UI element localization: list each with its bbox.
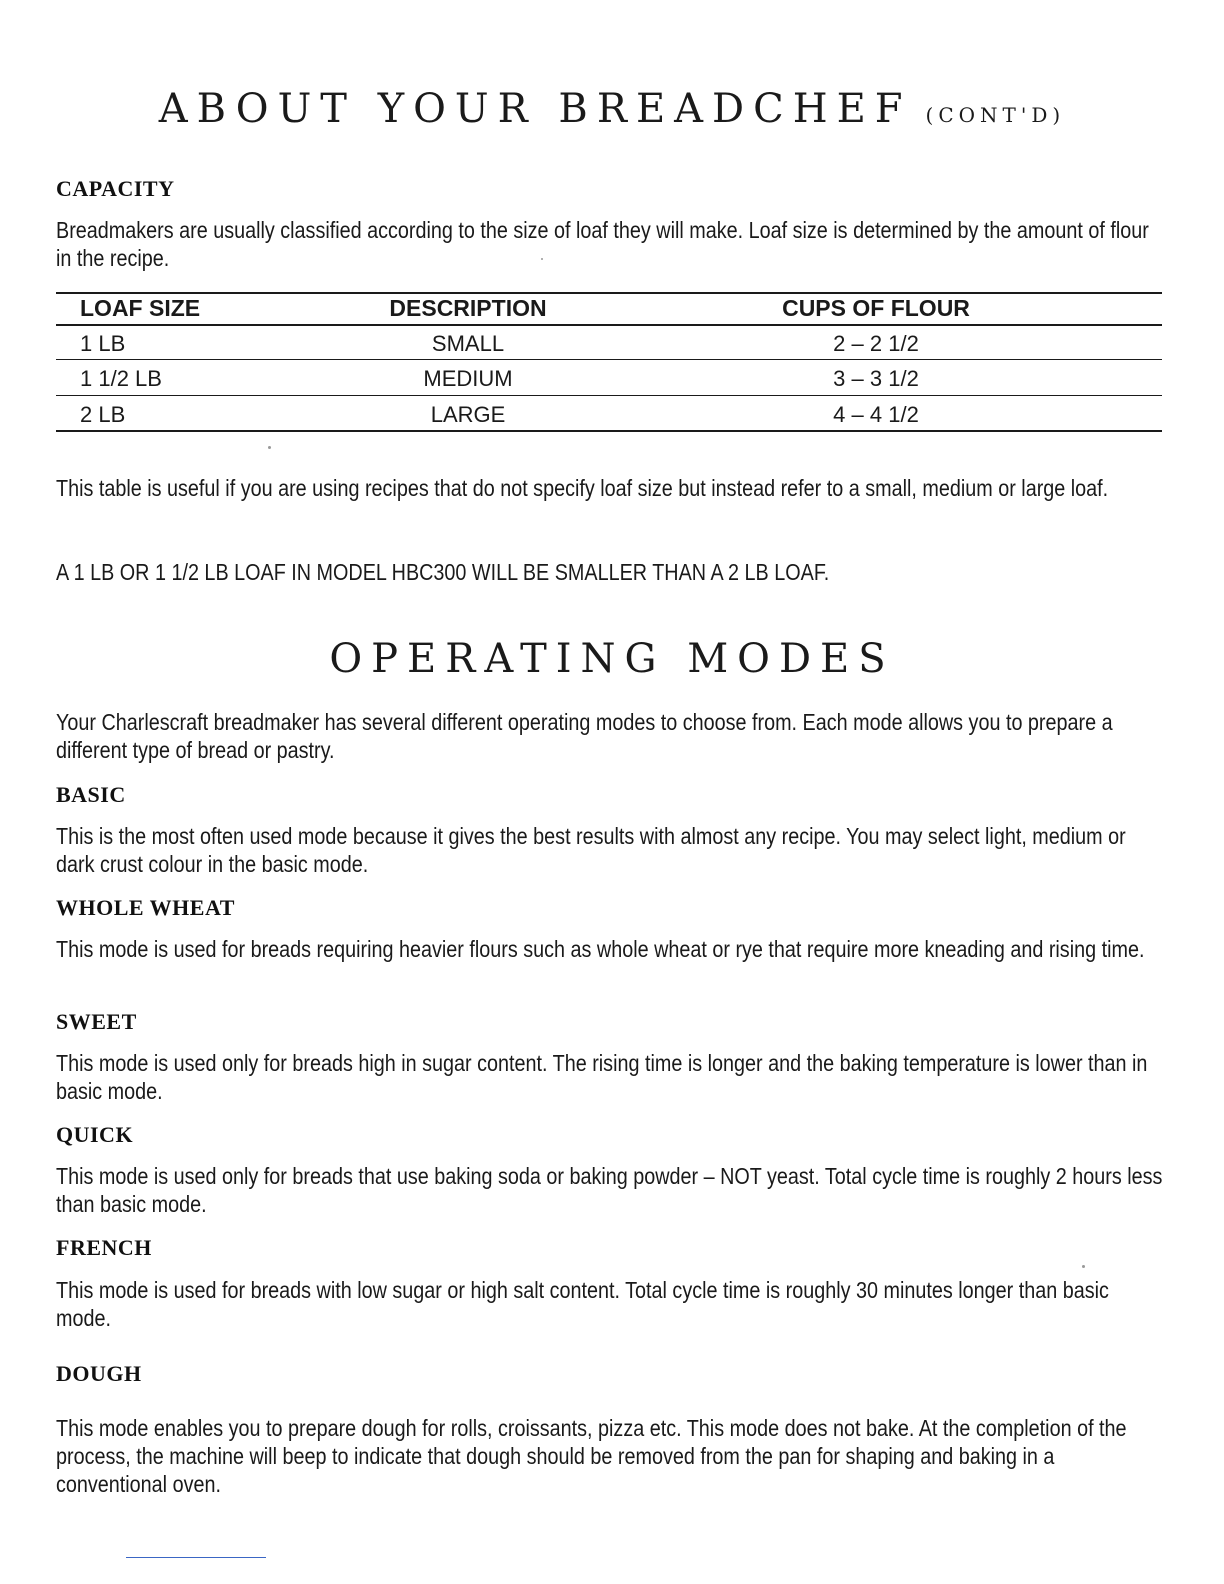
title-operating-modes: OPERATING MODES [329,636,895,682]
table-rule [56,395,1162,396]
table-cell: 2 – 2 1/2 [833,331,919,356]
table-rule-top [56,292,1162,294]
table-header-description: DESCRIPTION [389,295,547,321]
table-note: This table is useful if you are using recipes that do not specify loaf size but instead refer to a small, medium or large loaf. [56,475,1109,501]
mode-text-basic: This is the most often used mode because it gives the best results with almost any recipe. You may select light, medium or dark crust colour in the basic mode. [56,823,1126,877]
mode-heading-whole-wheat: WHOLE WHEAT [56,895,235,920]
mode-heading-basic: BASIC [56,782,126,807]
scan-speck [541,258,543,260]
table-cell: 1 LB [80,331,126,356]
capacity-heading: CAPACITY [56,176,175,201]
table-header-cups: CUPS OF FLOUR [782,295,970,321]
modes-intro: Your Charlescraft breadmaker has several different operating modes to choose from. Each mode allows you to prepare a different type of bread or pastry. [56,709,1113,763]
table-rule-header [56,324,1162,326]
table-rule [56,359,1162,360]
model-note: A 1 LB OR 1 1/2 LB LOAF IN MODEL HBC300 WILL BE SMALLER THAN A 2 LB LOAF. [56,559,830,585]
mode-heading-sweet: SWEET [56,1009,137,1034]
table-cell: SMALL [431,331,505,356]
footer-line [126,1557,266,1558]
mode-text-french: This mode is used for breads with low sugar or high salt content. Total cycle time is roughly 30 minutes longer than basic mode. [56,1277,1109,1331]
table-rule-bottom [56,430,1162,432]
table-cell: MEDIUM [423,366,513,391]
capacity-text: Breadmakers are usually classified according to the size of loaf they will make. Loaf size is determined by the amount of flour in the recipe. [56,217,1149,271]
table-cell: LARGE [430,402,506,427]
section-title-about [0,86,1224,132]
mode-text-whole-wheat: This mode is used for breads requiring heavier flours such as whole wheat or rye that require more kneading and rising time. [56,936,1145,962]
table-header-loaf-size: LOAF SIZE [80,295,201,321]
title-sub: (CONT'D) [925,103,1066,127]
scan-speck [1082,1265,1085,1268]
mode-heading-french: FRENCH [56,1235,152,1260]
table-cell: 2 LB [80,402,126,427]
mode-heading-dough: DOUGH [56,1361,142,1386]
section-title-operating-modes [0,636,1224,682]
table-cell: 4 – 4 1/2 [833,402,919,427]
mode-text-dough: This mode enables you to prepare dough for rolls, croissants, pizza etc. This mode does not bake. At the completion of the process, the machine will beep to indicate that dough should be removed from the pan for shaping and baking in a conventional oven. [56,1415,1127,1497]
scan-speck [268,446,271,449]
mode-text-quick: This mode is used only for breads that use baking soda or baking powder – NOT yeast. Total cycle time is roughly 2 hours less than basic mode. [56,1163,1163,1217]
table-cell: 3 – 3 1/2 [833,366,919,391]
mode-text-sweet: This mode is used only for breads high in sugar content. The rising time is longer and the baking temperature is lower than in basic mode. [56,1050,1148,1104]
table-cell: 1 1/2 LB [80,366,162,391]
title-main: ABOUT YOUR BREADCHEF [158,86,912,132]
mode-heading-quick: QUICK [56,1122,134,1147]
